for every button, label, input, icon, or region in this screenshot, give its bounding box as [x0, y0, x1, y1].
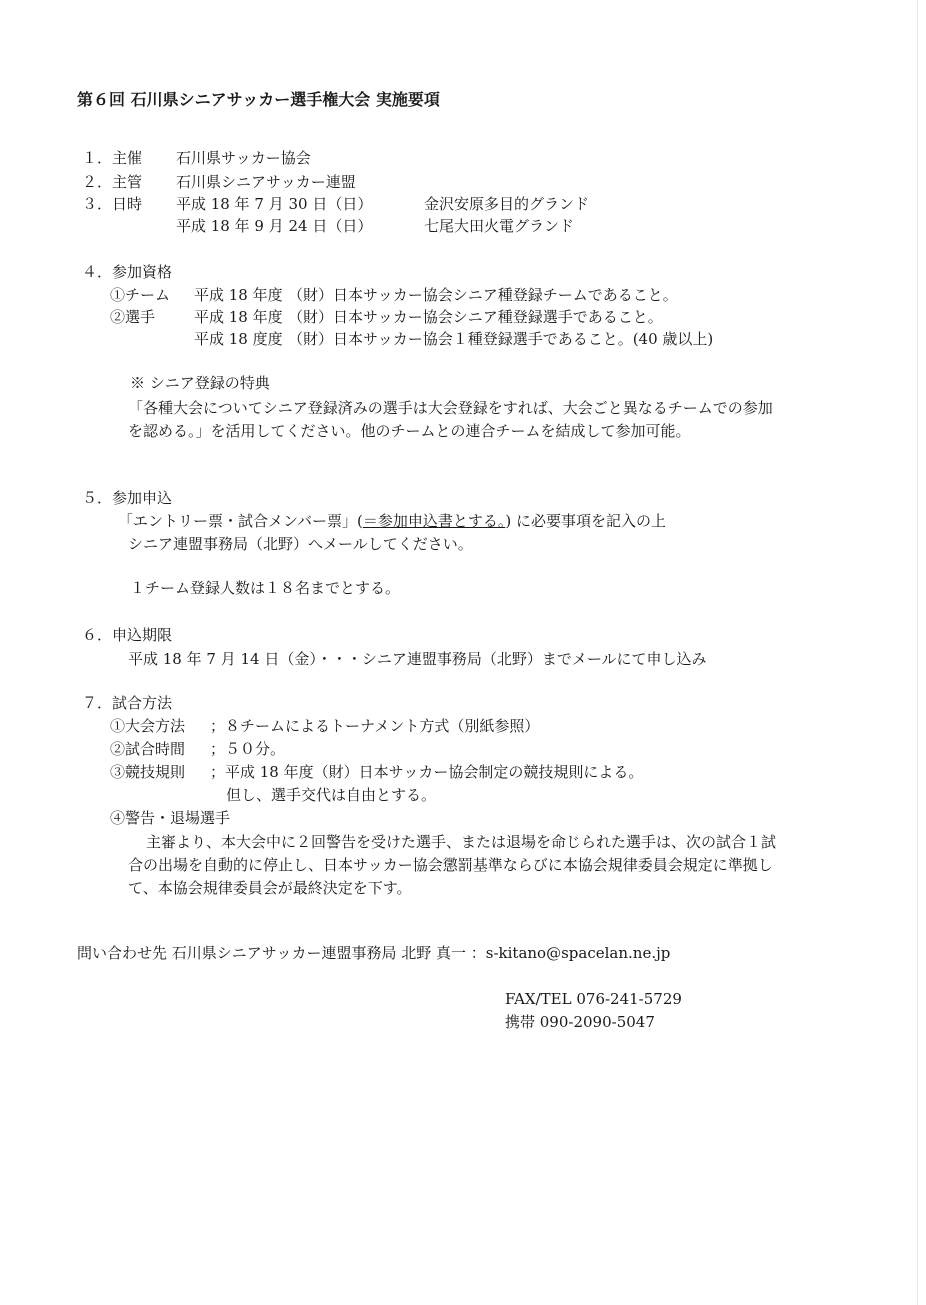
match-date-1: 平成 18 年 7 月 30 日（日）: [176, 195, 373, 213]
match-time-value: ；５０分。: [210, 740, 286, 758]
competition-rules-label: ③競技規則: [110, 763, 186, 781]
section-1-label: 主催: [112, 149, 143, 167]
match-venue-2: 七尾大田火電グランド: [424, 217, 575, 235]
warning-line-3: て、本協会規律委員会が最終決定を下す。: [128, 879, 412, 897]
senior-benefit-line-1: 「各種大会についてシニア登録済みの選手は大会登録をすれば、大会ごと異なるチームでの参加: [128, 399, 773, 417]
team-registration-limit: １チーム登録人数は１８名までとする。: [130, 579, 401, 597]
section-7-heading: ７．試合方法: [82, 694, 173, 712]
senior-benefit-line-2: を認める。」を活用してください。他のチームとの連合チームを結成して参加可能。: [128, 422, 691, 440]
section-6-heading: ６．申込期限: [82, 626, 173, 644]
application-line-1: [118, 511, 666, 531]
warning-line-2: 合の出場を自動的に停止し、日本サッカー協会懲罰基準ならびに本協会規律委員会規定に準拠し: [128, 856, 773, 874]
document-title: 第６回 石川県シニアサッカー選手権大会 実施要項: [77, 90, 440, 109]
deadline-line: 平成 18 年 7 月 14 日（金）・・・シニア連盟事務局（北野）までメールにて申し込み: [128, 650, 707, 668]
section-4-heading: ４．参加資格: [82, 263, 173, 281]
application-instruction: ) に必要事項を記入の上: [505, 512, 666, 530]
warning-line-1: 主審より、本大会中に２回警告を受けた選手、または退場を命じられた選手は、次の試合１試: [146, 833, 777, 851]
eligibility-player2-year: 平成 18 度度: [194, 330, 283, 348]
eligibility-team-label: ①チーム: [110, 286, 171, 304]
application-form-note: ＝参加申込書とする。: [362, 512, 506, 530]
eligibility-team-year: 平成 18 年度: [194, 286, 283, 304]
section-5-heading: ５．参加申込: [82, 489, 173, 507]
scan-edge-line: [917, 0, 918, 1305]
tournament-format-value: ；８チームによるトーナメント方式（別紙参照）: [210, 717, 540, 735]
eligibility-player-label: ②選手: [110, 308, 156, 326]
match-time-label: ②試合時間: [110, 740, 186, 758]
section-3-number: ３．: [82, 195, 113, 213]
eligibility-player-text: （財）日本サッカー協会シニア種登録選手であること。: [288, 308, 663, 326]
section-1-value: 石川県サッカー協会: [176, 149, 311, 167]
eligibility-player-year: 平成 18 年度: [194, 308, 283, 326]
section-2-value: 石川県シニアサッカー連盟: [176, 173, 356, 191]
contact-mobile: 携帯 090-2090-5047: [505, 1013, 655, 1031]
competition-rules-value: ；平成 18 年度（財）日本サッカー協会制定の競技規則による。: [210, 763, 644, 781]
senior-benefit-heading: ※ シニア登録の特典: [130, 374, 270, 392]
application-forms: 「エントリー票・試合メンバー票」(: [118, 512, 363, 530]
section-3-label: 日時: [112, 195, 143, 213]
section-2-number: ２．: [82, 173, 113, 191]
substitution-note: 但し、選手交代は自由とする。: [226, 786, 437, 804]
eligibility-player2-text: （財）日本サッカー協会１種登録選手であること。(40 歳以上): [288, 330, 714, 348]
match-date-2: 平成 18 年 9 月 24 日（日）: [176, 217, 373, 235]
match-venue-1: 金沢安原多目的グランド: [424, 195, 590, 213]
eligibility-team-text: （財）日本サッカー協会シニア種登録チームであること。: [288, 286, 678, 304]
contact-line: 問い合わせ先 石川県シニアサッカー連盟事務局 北野 真一 ：s-kitano@spacelan.ne.jp: [77, 944, 671, 962]
application-line-2: シニア連盟事務局（北野）へメールしてください。: [128, 535, 473, 553]
tournament-format-label: ①大会方法: [110, 717, 186, 735]
contact-fax-tel: FAX/TEL 076-241-5729: [505, 990, 682, 1008]
section-1-number: １．: [82, 149, 113, 167]
section-2-label: 主管: [112, 173, 143, 191]
warning-heading: ④警告・退場選手: [110, 809, 231, 827]
